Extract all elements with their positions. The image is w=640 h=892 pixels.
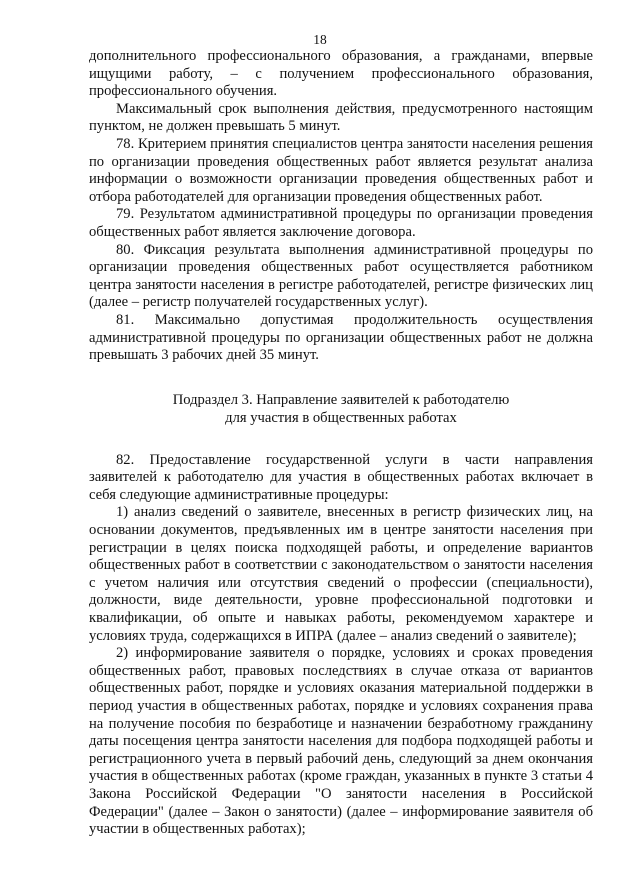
document-body [89,48,593,839]
paragraph-79: 79. Результатом административной процедуры по организации проведения общественных работ является заключение договора. [89,206,593,240]
paragraph-continuation: дополнительного профессионального образования, а гражданами, впервые ищущими работу, – с получением профессионального образования, профессионального обучения. [89,48,593,100]
paragraph-78: 78. Критерием принятия специалистов центра занятости населения решения по организации проведения общественных работ является результат анализа информации о возможности организации проведения общественных работ и отбора работодателей для организации проведения общественных работ. [89,135,593,205]
subsection-heading-line-1: Подраздел 3. Направление заявителей к работодателю [172,391,510,408]
list-item-2: 2) информирование заявителя о порядке, условиях и сроках проведения общественных работ, правовых последствиях в случае отказа от вариантов общественных работ, порядке и условиях оказания материальной поддержки в период участия в общественных работах, порядке и условиях сохранения права на получение пособия по безработице и назначении безработному гражданину даты посещения центра занятости населения для подбора подходящей работы и регистрационного учета в первый рабочий день, следующий за днем окончания участия в общественных работах (кроме граждан, указанных в пункте 3 статьи 4 Закона Российской Федерации "О занятости населения в Российской Федерации" (далее – Закон о занятости) (далее – информирование заявителя об участии в общественных работах); [89,645,593,838]
paragraph-max-time: Максимальный срок выполнения действия, предусмотренного настоящим пунктом, не должен превышать 5 минут. [89,100,593,135]
subsection-heading [89,391,593,427]
subsection-heading-line-2: для участия в общественных работах [225,409,457,426]
paragraph-81: 81. Максимально допустимая продолжительность осуществления административной процедуры по организации общественных работ не должна превышать 3 рабочих дней 35 минут. [89,311,593,364]
paragraph-82: 82. Предоставление государственной услуги в части направления заявителей к работодателю для участия в общественных работах включает в себя следующие административные процедуры: [89,451,593,503]
paragraph-80: 80. Фиксация результата выполнения административной процедуры по организации проведения общественных работ осуществляется работником центра занятости населения в регистре работодателей, регистре физических лиц (далее – регистр получателей государственных услуг). [89,241,593,311]
list-item-1: 1) анализ сведений о заявителе, внесенных в регистр физических лиц, на основании документов, предъявленных им в центре занятости населения при регистрации в целях поиска подходящей работы, и определение вариантов общественных работ в соответствии с законодательством о занятости населения с учетом наличия или отсутствия сведений о профессии (специальности), должности, виде деятельности, уровне профессиональной подготовки и квалификации, об опыте и навыках работы, рекомендуемом характере и условиях труда, содержащихся в ИПРА (далее – анализ сведений о заявителе); [89,504,593,644]
page-number: 18 [313,32,327,47]
